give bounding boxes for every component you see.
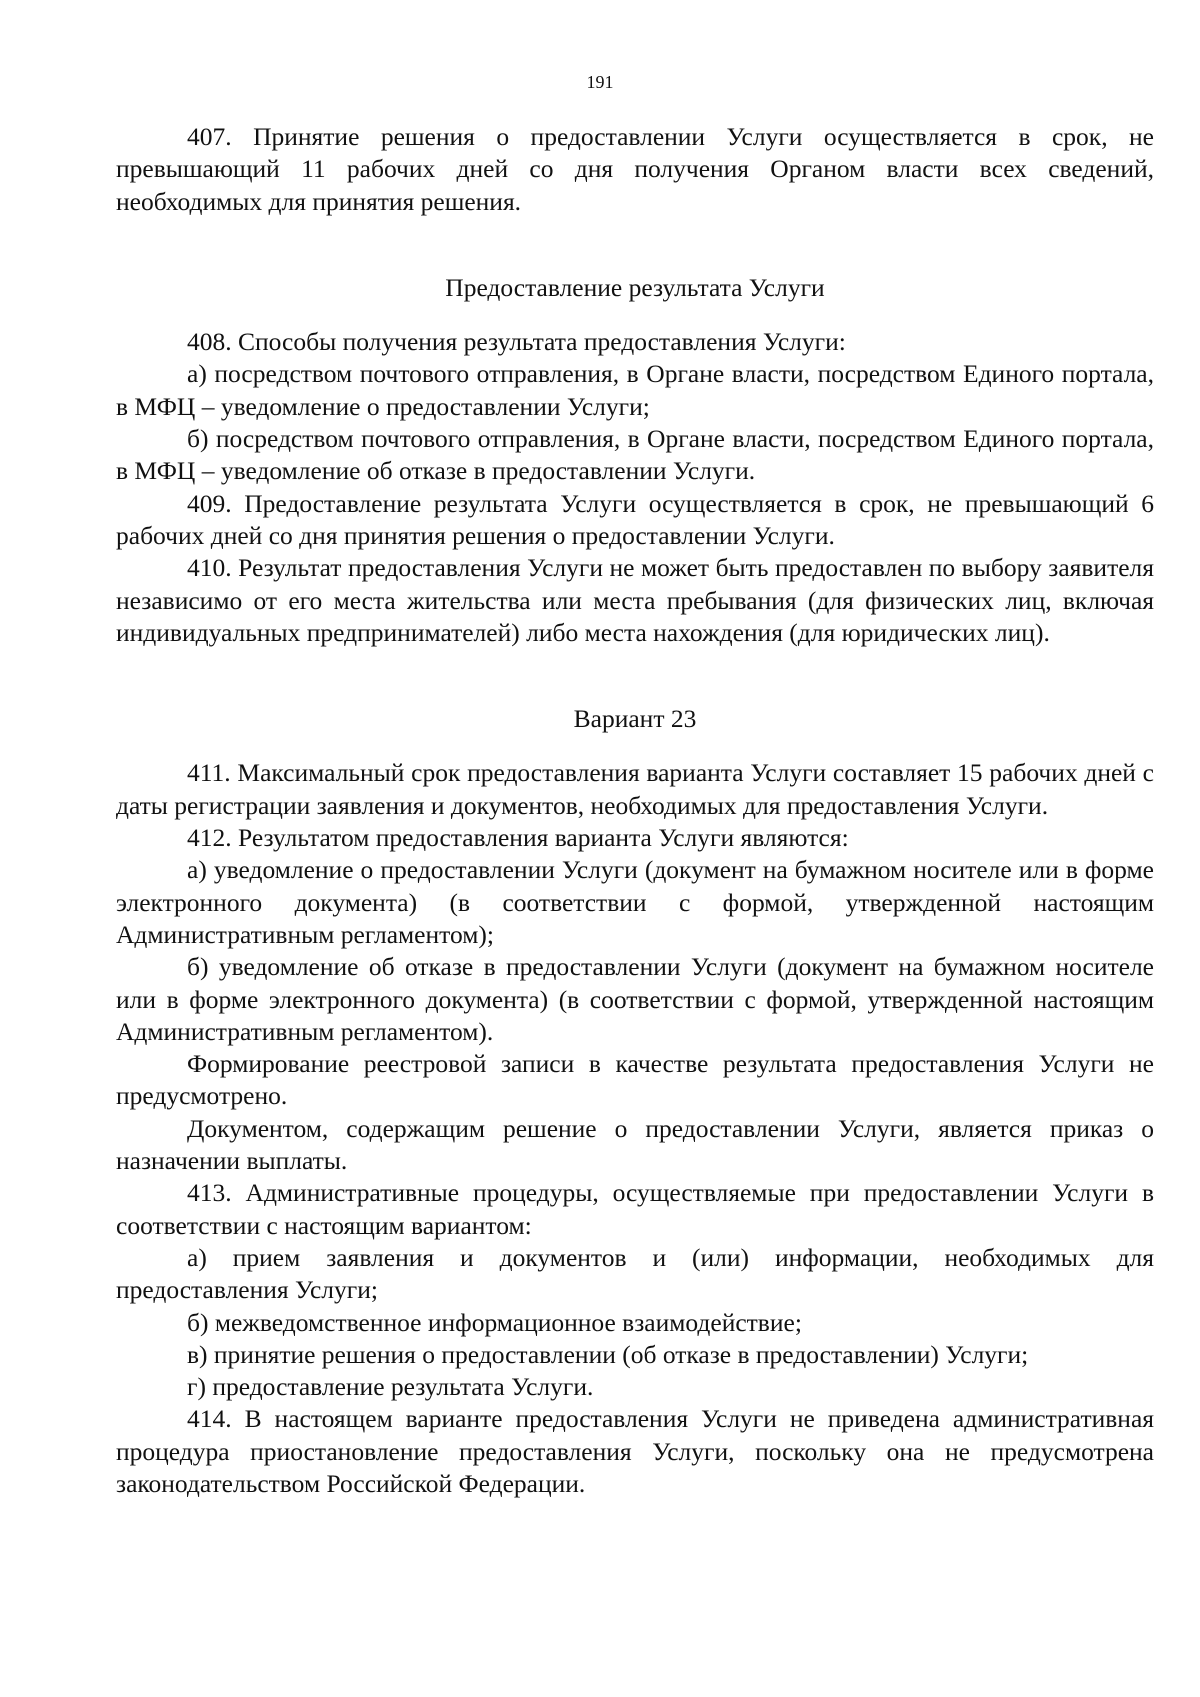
paragraph: 411. Максимальный срок предоставления варианта Услуги составляет 15 рабочих дней с даты регистрации заявления и документов, необходимых для предоставления Услуги.: [116, 758, 1154, 820]
paragraph: в) принятие решения о предоставлении (об отказе в предоставлении) Услуги;: [187, 1339, 1029, 1369]
paragraph: Формирование реестровой записи в качестве результата предоставления Услуги не предусмотрено.: [116, 1049, 1154, 1111]
paragraph: 408. Способы получения результата предоставления Услуги:: [187, 327, 846, 357]
paragraph: Документом, содержащим решение о предоставлении Услуги, является приказ о назначении выплаты.: [116, 1113, 1154, 1176]
page-number: 191: [586, 72, 614, 92]
paragraph: 413. Административные процедуры, осуществляемые при предоставлении Услуги в соответствии с настоящим вариантом:: [116, 1178, 1154, 1240]
paragraph: 410. Результат предоставления Услуги не может быть предоставлен по выбору заявителя независимо от его места жительства или места пребывания (для физических лиц, включая индивидуальных предпринимателей) либо места нахождения (для юридических лиц).: [116, 553, 1154, 647]
paragraph: г) предоставление результата Услуги.: [187, 1372, 594, 1402]
paragraph: 407. Принятие решения о предоставлении Услуги осуществляется в срок, не превышающий 11 рабочих дней со дня получения Органом власти всех сведений, необходимых для принятия решения.: [116, 122, 1154, 216]
paragraph: б) межведомственное информационное взаимодействие;: [187, 1307, 802, 1337]
section-heading: Предоставление результата Услуги: [445, 272, 825, 302]
paragraph: 412. Результатом предоставления варианта Услуги являются:: [187, 823, 849, 853]
document-body: [116, 121, 1154, 1500]
section-heading: Вариант 23: [573, 704, 697, 734]
paragraph: б) уведомление об отказе в предоставлении Услуги (документ на бумажном носителе или в форме электронного документа) (в соответствии с формой, утвержденной настоящим Административным регламентом).: [116, 952, 1154, 1046]
paragraph: а) уведомление о предоставлении Услуги (документ на бумажном носителе или в форме электронного документа) (в соответствии с формой, утвержденной настоящим Административным регламентом);: [116, 855, 1154, 949]
paragraph: 414. В настоящем варианте предоставления Услуги не приведена административная процедура приостановление предоставления Услуги, поскольку она не предусмотрена законодательством Российской Федерации.: [116, 1404, 1154, 1498]
paragraph: а) прием заявления и документов и (или) информации, необходимых для предоставления Услуги;: [116, 1242, 1154, 1305]
paragraph: б) посредством почтового отправления, в Органе власти, посредством Единого портала, в МФЦ – уведомление об отказе в предоставлении Услуги.: [116, 424, 1154, 486]
paragraph: а) посредством почтового отправления, в Органе власти, посредством Единого портала, в МФЦ – уведомление о предоставлении Услуги;: [116, 359, 1154, 421]
paragraph: 409. Предоставление результата Услуги осуществляется в срок, не превышающий 6 рабочих дней со дня принятия решения о предоставлении Услуги.: [116, 488, 1154, 550]
